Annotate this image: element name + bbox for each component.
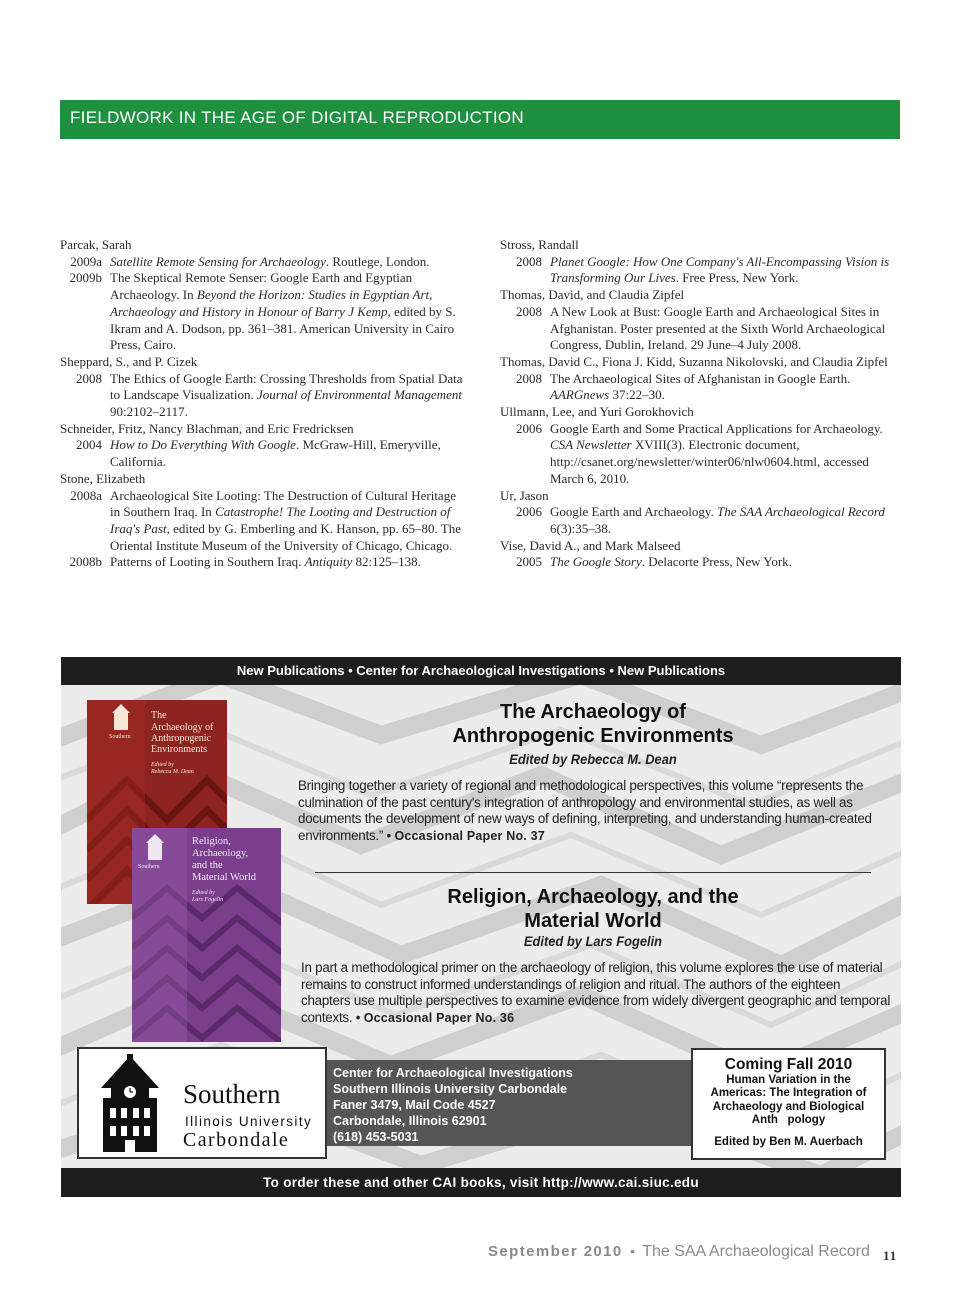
reference-author: Stross, Randall (500, 237, 579, 252)
reference-text: The Skeptical Remote Senser: Google Earth and Egyptian Archaeology. In Beyond the Horizon: Studies in Egyptian Art, Archaeology and History in Honour of Barry J Kemp, edited by S. Ikram and A. Dodson, pp. 361–381. American University in Cairo Press, Cairo. (110, 270, 456, 353)
svg-text:Material World: Material World (192, 872, 256, 883)
reference-author: Ur, Jason (500, 487, 549, 503)
reference-author: Stone, Elizabeth (60, 470, 146, 486)
order-link-banner[interactable]: To order these and other CAI books, visit http://www.cai.siuc.edu (61, 1168, 901, 1197)
reference-entry (60, 270, 465, 354)
reference-year: 2004 (76, 437, 102, 453)
svg-text:Southern: Southern (138, 864, 160, 870)
reference-author: Sheppard, S., and P. Cizek (60, 353, 198, 369)
book2-editor: Edited by Lars Fogelin (523, 933, 663, 949)
reference-text: Google Earth and Some Practical Applications for Archaeology. CSA Newsletter XVIII(3). Electronic document, http://csanet.org/newsletter/winter06/nlw0604.html, accessed March 6, 2010. (550, 420, 883, 486)
svg-text:and the: and the (192, 860, 223, 871)
reference-year: 2009b (69, 270, 102, 286)
coming-soon-title: Coming Fall 2010 (724, 1056, 853, 1073)
reference-entry (60, 488, 465, 555)
reference-entry (500, 254, 905, 287)
svg-text:Edited by: Edited by (151, 762, 174, 768)
coming-soon-book-title: Human Variation in the Americas: The Integration of Archaeology and Biological Anth pology (710, 1074, 867, 1127)
reference-year: 2005 (516, 554, 542, 570)
references-column-right (500, 237, 905, 571)
reference-entry (500, 504, 905, 537)
reference-author: Ullmann, Lee, and Yuri Gorokhovich (500, 404, 694, 420)
reference-text: The Archaeological Sites of Afghanistan in Google Earth. AARGnews 37:22–30. (550, 370, 851, 403)
coming-soon-box (691, 1048, 886, 1160)
svg-text:Southern: Southern (109, 734, 131, 740)
section-header-title: FIELDWORK IN THE AGE OF DIGITAL REPRODUCTION (70, 108, 524, 127)
clock-tower-logo-icon (97, 1054, 163, 1152)
reference-entry (60, 254, 465, 271)
reference-text: Google Earth and Archaeology. The SAA Archaeological Record 6(3):35–38. (550, 504, 885, 536)
siu-logo-box (77, 1047, 327, 1159)
reference-author: Parcak, Sarah (60, 237, 132, 252)
reference-entry (500, 421, 905, 488)
reference-text: How to Do Everything With Google. McGraw-Hill, Emeryville, California. (110, 437, 441, 470)
reference-year: 2008 (516, 253, 542, 269)
reference-text: Satellite Remote Sensing for Archaeology. Routlege, London. (110, 253, 430, 269)
svg-text:Anthropogenic: Anthropogenic (151, 733, 211, 744)
reference-year: 2008 (516, 303, 542, 319)
reference-year: 2008 (516, 370, 542, 386)
reference-year: 2009a (70, 253, 102, 269)
university-name-line3: Carbondale (183, 1129, 290, 1151)
reference-entry (60, 554, 465, 571)
book1-series: Occasional Paper No. 37 (394, 829, 545, 844)
reference-author: Schneider, Fritz, Nancy Blachman, and Eric Fredricksen (60, 420, 354, 436)
footer-issue-date: September 2010 (488, 1243, 623, 1260)
footer-journal-name: The SAA Archaeological Record (642, 1243, 870, 1260)
footer-bullet: • (630, 1243, 636, 1259)
book2-title: Religion, Archaeology, and the Material World (447, 886, 739, 932)
contact-info-box (327, 1060, 691, 1146)
reference-year: 2008a (70, 487, 102, 503)
page-number: 11 (883, 1248, 898, 1263)
book-cover-religion (132, 828, 281, 1042)
reference-text: A New Look at Bust: Google Earth and Archaeological Sites in Afghanistan. Poster presented at the Sixth World Archaeological Congress, Dublin, Ireland. 29 June–4 July 2008. (550, 303, 886, 353)
reference-text: Planet Google: How One Company's All-Encompassing Vision is Transforming Our Lives. Free Press, New York. (550, 253, 890, 286)
book1-description: Bringing together a variety of regional and methodological perspectives, this volume “represents the culmination of the past century's integration of anthropology and environmental studies, as well as documents the development of new ways of defining, interpreting, and understanding human-created environments.” • Occasional Paper No. 37 (298, 778, 872, 844)
contact-line: Center for Archaeological Investigations (333, 1066, 573, 1080)
svg-text:Environments: Environments (151, 744, 208, 755)
book2-description: In part a methodological primer on the archaeology of religion, this volume explores the use of material remains to construct informed understandings of religion and ritual. The authors of the eighteen chapters use multiple perspectives to examine evidence from widely divergent geographic and temporal contexts. • Occasional Paper No. 36 (301, 960, 891, 1026)
page-footer (488, 1243, 870, 1261)
contact-line: Carbondale, Illinois 62901 (333, 1114, 487, 1128)
references-column-left (60, 237, 465, 571)
reference-entry (500, 304, 905, 354)
contact-line: (618) 453-5031 (333, 1130, 419, 1144)
reference-text: The Ethics of Google Earth: Crossing Thresholds from Spatial Data to Landscape Visualization. Journal of Environmental Management 90:2102–2117. (110, 370, 463, 420)
reference-year: 2006 (516, 420, 542, 436)
reference-entry (500, 371, 905, 404)
reference-entry (60, 437, 465, 470)
reference-year: 2006 (516, 504, 542, 520)
book1-title: The Archaeology of Anthropogenic Environments (452, 701, 734, 747)
reference-entry (60, 371, 465, 421)
svg-text:Lars Fogelin: Lars Fogelin (192, 897, 224, 903)
svg-text:Archaeology,: Archaeology, (192, 848, 249, 859)
ad-divider (315, 872, 871, 873)
svg-text:Religion,: Religion, (192, 836, 231, 847)
svg-text:The: The (151, 710, 167, 721)
advertisement-panel (61, 657, 901, 1197)
section-header-bar (60, 100, 900, 139)
reference-text: Archaeological Site Looting: The Destruction of Cultural Heritage in Southern Iraq. In Catastrophe! The Looting and Destruction of Iraq's Past, edited by G. Emberling and K. Hanson, pp. 65–80. The Oriental Institute Museum of the University of Chicago, Chicago. (110, 487, 461, 553)
book1-editor: Edited by Rebecca M. Dean (509, 751, 677, 767)
svg-text:Rebecca M. Dean: Rebecca M. Dean (151, 769, 194, 775)
reference-text: The Google Story. Delacorte Press, New York. (550, 554, 792, 570)
ad-top-banner: New Publications • Center for Archaeological Investigations • New Publications (61, 657, 901, 685)
svg-text:Edited by: Edited by (192, 890, 215, 896)
coming-soon-editor: Edited by Ben M. Auerbach (714, 1135, 863, 1148)
contact-line: Southern Illinois University Carbondale (333, 1082, 568, 1096)
university-name-line2: Illinois University (185, 1114, 313, 1129)
reference-author: Thomas, David, and Claudia Zipfel (500, 287, 685, 303)
reference-author: Thomas, David C., Fiona J. Kidd, Suzanna Nikolovski, and Claudia Zipfel (500, 353, 888, 369)
svg-text:Archaeology of: Archaeology of (151, 722, 214, 733)
book2-series: Occasional Paper No. 36 (363, 1011, 515, 1026)
reference-year: 2008b (69, 554, 102, 570)
reference-author: Vise, David A., and Mark Malseed (500, 537, 681, 553)
reference-entry (500, 554, 905, 571)
university-name-line1: Southern (183, 1079, 281, 1109)
reference-text: Patterns of Looting in Southern Iraq. Antiquity 82:125–138. (110, 554, 421, 570)
contact-line: Faner 3479, Mail Code 4527 (333, 1098, 496, 1112)
reference-year: 2008 (76, 370, 102, 386)
